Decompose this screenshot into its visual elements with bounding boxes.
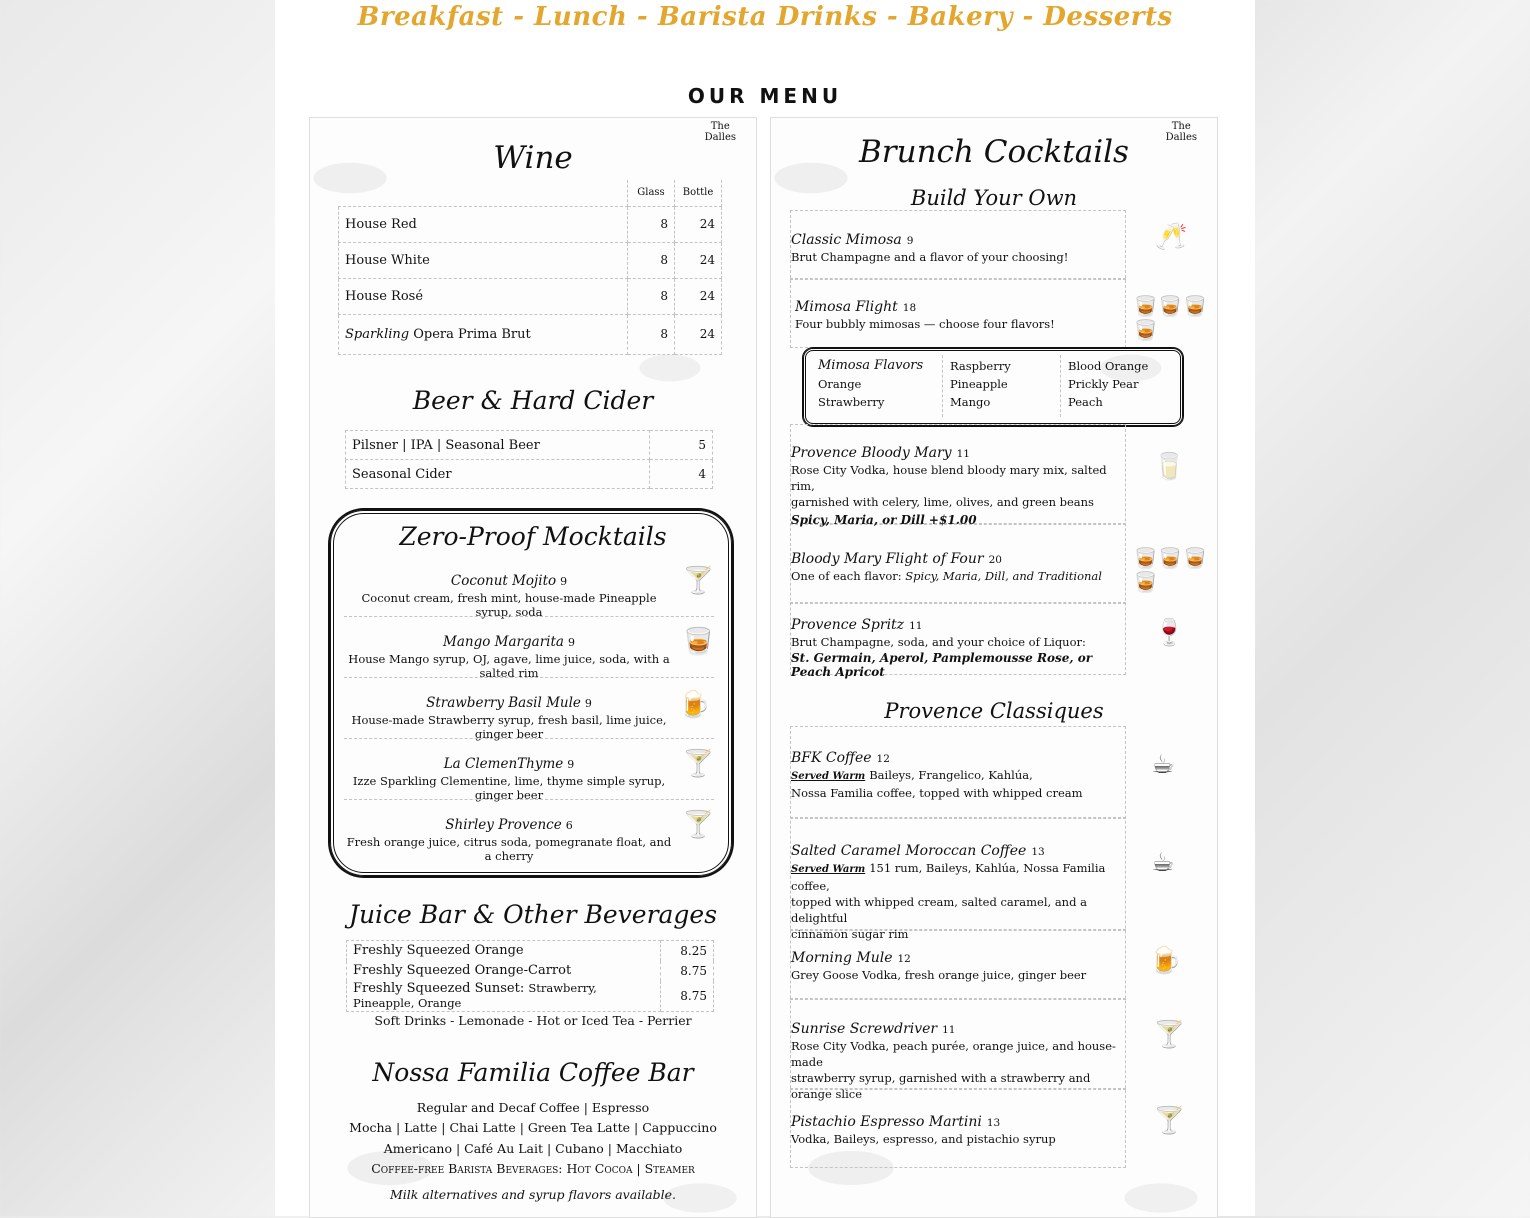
wine-glass-icon: 🍷 <box>1153 618 1186 648</box>
served-warm-label: Served Warm <box>791 771 866 782</box>
list-item <box>344 692 674 741</box>
wine-col-bottle: Bottle <box>675 180 722 206</box>
item-price: 12 <box>897 953 911 965</box>
divider <box>344 799 714 800</box>
wine-bottle-price: 24 <box>675 206 722 242</box>
list-item <box>344 814 674 863</box>
coffee-line: Regular and Decaf Coffee | Espresso <box>416 1100 650 1115</box>
wine-prefix: Sparkling <box>345 326 410 342</box>
juice-price: 8.75 <box>661 961 714 981</box>
mocktail-name: Mango Margarita <box>443 634 564 650</box>
champagne-flute-icon: 🥂 <box>1155 222 1188 252</box>
flavor-item: Raspberry <box>950 359 1011 373</box>
item-name: Morning Mule <box>791 950 893 966</box>
menu-card-cocktails[interactable] <box>770 117 1218 1218</box>
mocktail-desc: House-made Strawberry syrup, fresh basil, lime juice, ginger beer <box>351 713 667 741</box>
juice-title: Juice Bar & Other Beverages <box>348 900 718 929</box>
divider <box>790 278 1126 280</box>
wine-name-cell <box>339 314 628 354</box>
flavor-item: Mango <box>950 395 991 409</box>
divider <box>790 998 1126 1000</box>
location-line-1: The <box>1171 121 1191 132</box>
table-row <box>339 278 722 314</box>
wine-name: House White <box>339 242 628 278</box>
item-price: 18 <box>902 302 917 314</box>
table-row <box>339 206 722 242</box>
flavor-item: Peach <box>1068 395 1103 409</box>
mocktail-name: Coconut Mojito <box>450 573 557 589</box>
divider <box>1060 355 1061 417</box>
wine-name: House Red <box>339 206 628 242</box>
list-item <box>344 631 674 680</box>
item-desc-prefix: One of each flavor: <box>791 569 902 583</box>
build-your-own-subtitle: Build Your Own <box>910 186 1078 210</box>
list-item <box>791 840 1121 942</box>
item-price: 9 <box>906 235 914 247</box>
glass-icon: 🍸 <box>1153 1020 1186 1050</box>
item-desc-line <box>791 568 1121 584</box>
mocktails-title: Zero-Proof Mocktails <box>399 522 667 551</box>
location-line-1: The <box>710 121 730 132</box>
table-row <box>346 431 713 460</box>
wine-glass-price: 8 <box>628 206 675 242</box>
item-price: 13 <box>986 1117 1001 1129</box>
item-desc: garnished with celery, lime, olives, and green beans <box>791 495 1094 509</box>
divider <box>344 738 714 739</box>
wine-glass-price: 8 <box>628 242 675 278</box>
mug-icon: ☕ <box>1151 848 1175 878</box>
item-name: Salted Caramel Moroccan Coffee <box>791 843 1027 859</box>
juice-table <box>346 940 714 1012</box>
list-item <box>791 548 1121 584</box>
item-desc: Rose City Vodka, house blend bloody mary mix, salted rim, <box>791 463 1107 493</box>
coffee-line: Americano | Café Au Lait | Cubano | Macchiato <box>383 1141 683 1156</box>
served-warm-label: Served Warm <box>791 864 866 875</box>
item-name: Provence Spritz <box>791 617 905 633</box>
item-name: Classic Mimosa <box>791 232 902 248</box>
divider <box>942 355 943 417</box>
wine-table <box>338 180 722 355</box>
wine-bottle-price: 24 <box>675 314 722 354</box>
item-desc: Brut Champagne, soda, and your choice of Liquor: <box>791 635 1086 649</box>
mocktail-name: La ClemenThyme <box>443 756 564 772</box>
item-desc: Four bubbly mimosas — choose four flavors! <box>795 317 1055 331</box>
item-name: Provence Bloody Mary <box>791 445 952 461</box>
soft-drinks-line: Soft Drinks - Lemonade - Hot or Iced Tea - Perrier <box>374 1013 692 1028</box>
item-extra: St. Germain, Aperol, Pamplemousse Rose, or Peach Apricot <box>791 651 1093 679</box>
item-desc: cinnamon sugar rim <box>791 927 909 941</box>
item-extra: Spicy, Maria, or Dill +$1.00 <box>791 513 977 527</box>
list-item <box>791 442 1121 527</box>
item-desc-line <box>791 860 1121 894</box>
coffee-line: Coffee-free Barista Beverages: Hot Cocoa | Steamer <box>371 1161 695 1176</box>
glass-icon: 🍸 <box>682 810 715 840</box>
flavors-label: Mimosa Flavors <box>818 358 924 373</box>
table-row <box>347 961 714 981</box>
flight-glasses-icon: 🥃🥃🥃🥃 <box>1133 546 1208 594</box>
list-item <box>791 614 1121 679</box>
item-desc: Vodka, Baileys, espresso, and pistachio syrup <box>791 1132 1056 1146</box>
juice-extra: Strawberry, Pineapple, Orange <box>353 980 597 1010</box>
flight-glasses-icon: 🥃🥃🥃🥃 <box>1133 294 1208 342</box>
mocktail-price: 9 <box>567 758 575 771</box>
juice-name-cell <box>347 961 661 981</box>
wine-col-glass: Glass <box>628 180 675 206</box>
beer-price: 4 <box>650 460 713 489</box>
flavors-col-3 <box>1068 357 1148 411</box>
item-desc-line <box>791 767 1121 785</box>
table-row <box>347 941 714 961</box>
list-item <box>344 570 674 619</box>
coffee-note: Milk alternatives and syrup flavors available. <box>389 1187 677 1202</box>
item-desc: topped with whipped cream, salted caramel, and a delightful <box>791 895 1087 925</box>
beer-price: 5 <box>650 431 713 460</box>
mocktail-name: Strawberry Basil Mule <box>426 695 581 711</box>
glass-icon: 🍸 <box>682 749 715 779</box>
item-price: 11 <box>909 620 923 632</box>
tagline: Breakfast - Lunch - Barista Drinks - Bakery - Desserts <box>357 2 1173 32</box>
table-row <box>339 314 722 354</box>
wine-glass-price: 8 <box>628 314 675 354</box>
beer-name: Seasonal Cider <box>346 460 650 489</box>
list-item <box>791 229 1121 265</box>
table-row <box>346 460 713 489</box>
item-desc: strawberry syrup, garnished with a strawberry and orange slice <box>791 1071 1091 1101</box>
flavor-item: Pineapple <box>950 377 1008 391</box>
mocktail-price: 9 <box>560 575 568 588</box>
menu-card-drinks[interactable] <box>309 117 757 1218</box>
divider <box>790 602 1126 604</box>
list-item <box>791 1018 1121 1102</box>
item-name: Mimosa Flight <box>795 299 898 315</box>
mocktail-name: Shirley Provence <box>445 817 562 833</box>
mocktail-price: 9 <box>584 697 592 710</box>
item-name: Pistachio Espresso Martini <box>791 1114 982 1130</box>
wine-bottle-price: 24 <box>675 278 722 314</box>
list-item <box>795 296 1125 332</box>
juice-name-cell <box>347 941 661 961</box>
item-name: BFK Coffee <box>791 750 872 766</box>
item-desc: Rose City Vodka, peach purée, orange juice, and house-made <box>791 1039 1116 1069</box>
beer-table <box>345 430 713 489</box>
cocktails-title: Brunch Cocktails <box>859 134 1129 170</box>
mocktail-desc: Coconut cream, fresh mint, house-made Pineapple syrup, soda <box>361 591 657 619</box>
item-desc: Brut Champagne and a flavor of your choosing! <box>791 250 1069 264</box>
copper-mug-icon: 🍺 <box>1149 946 1182 976</box>
wine-glass-price: 8 <box>628 278 675 314</box>
mocktail-price: 6 <box>565 819 573 832</box>
item-desc: Spicy, Maria, Dill, and Traditional <box>905 569 1102 583</box>
mocktail-desc: House Mango syrup, OJ, agave, lime juice, soda, with a salted rim <box>348 652 670 680</box>
flavor-item: Blood Orange <box>1068 359 1149 373</box>
wine-header-spacer <box>339 180 628 206</box>
flavor-item: Prickly Pear <box>1068 377 1139 391</box>
wine-title: Wine <box>493 140 573 176</box>
table-row <box>347 981 714 1012</box>
divider <box>344 616 714 617</box>
location-line-2: Dalles <box>704 132 736 143</box>
item-desc: Baileys, Frangelico, Kahlúa, <box>869 768 1033 782</box>
mug-icon: ☕ <box>1151 750 1175 780</box>
glass-icon: 🍸 <box>682 566 715 596</box>
item-name: Sunrise Screwdriver <box>791 1021 938 1037</box>
item-desc: Nossa Familia coffee, topped with whipped cream <box>791 786 1083 800</box>
flavor-item: Strawberry <box>818 395 885 409</box>
item-desc: 151 rum, Baileys, Kahlúa, Nossa Familia coffee, <box>791 861 1106 893</box>
juice-name-cell <box>347 981 661 1012</box>
flavor-item: Orange <box>818 377 862 391</box>
juice-price: 8.25 <box>661 941 714 961</box>
list-item <box>791 747 1121 801</box>
list-item <box>791 947 1121 983</box>
wine-name: Opera Prima Brut <box>413 326 531 342</box>
section-title: OUR MENU <box>687 84 843 108</box>
flavors-col-2 <box>950 357 1011 411</box>
item-price: 11 <box>942 1024 956 1036</box>
divider <box>790 817 1126 819</box>
mocktail-desc: Fresh orange juice, citrus soda, pomegranate float, and a cherry <box>346 835 672 863</box>
item-price: 13 <box>1031 846 1045 858</box>
wine-bottle-price: 24 <box>675 242 722 278</box>
juice-name: Freshly Squeezed Orange-Carrot <box>353 963 572 978</box>
table-row <box>339 242 722 278</box>
item-name: Bloody Mary Flight of Four <box>791 551 984 567</box>
item-desc: Grey Goose Vodka, fresh orange juice, ginger beer <box>791 968 1087 982</box>
coffee-line: Mocha | Latte | Chai Latte | Green Tea Latte | Cappuccino <box>349 1120 717 1135</box>
juice-name: Freshly Squeezed Sunset: <box>353 980 525 996</box>
mimosa-flavors-box <box>803 348 1183 426</box>
juice-price: 8.75 <box>661 981 714 1012</box>
coffee-title: Nossa Familia Coffee Bar <box>372 1058 694 1087</box>
item-price: 11 <box>956 448 970 460</box>
wine-name: House Rosé <box>339 278 628 314</box>
item-price: 12 <box>876 753 890 765</box>
mocktail-price: 9 <box>567 636 575 649</box>
martini-glass-icon: 🍸 <box>1153 1106 1186 1136</box>
flavors-col-1 <box>818 357 923 411</box>
juice-name: Freshly Squeezed Orange <box>353 943 524 959</box>
list-item <box>791 1111 1121 1147</box>
tumbler-icon: 🥃 <box>682 627 715 657</box>
mocktail-desc: Izze Sparkling Clementine, lime, thyme simple syrup, ginger beer <box>352 774 666 802</box>
item-price: 20 <box>988 554 1002 566</box>
location-line-2: Dalles <box>1165 132 1197 143</box>
classiques-title: Provence Classiques <box>884 699 1104 723</box>
list-item <box>344 753 674 802</box>
divider <box>344 677 714 678</box>
mug-icon: 🍺 <box>678 690 711 720</box>
beer-title: Beer & Hard Cider <box>412 386 654 415</box>
highball-glass-icon: 🥛 <box>1153 452 1186 482</box>
beer-name: Pilsner | IPA | Seasonal Beer <box>346 431 650 460</box>
